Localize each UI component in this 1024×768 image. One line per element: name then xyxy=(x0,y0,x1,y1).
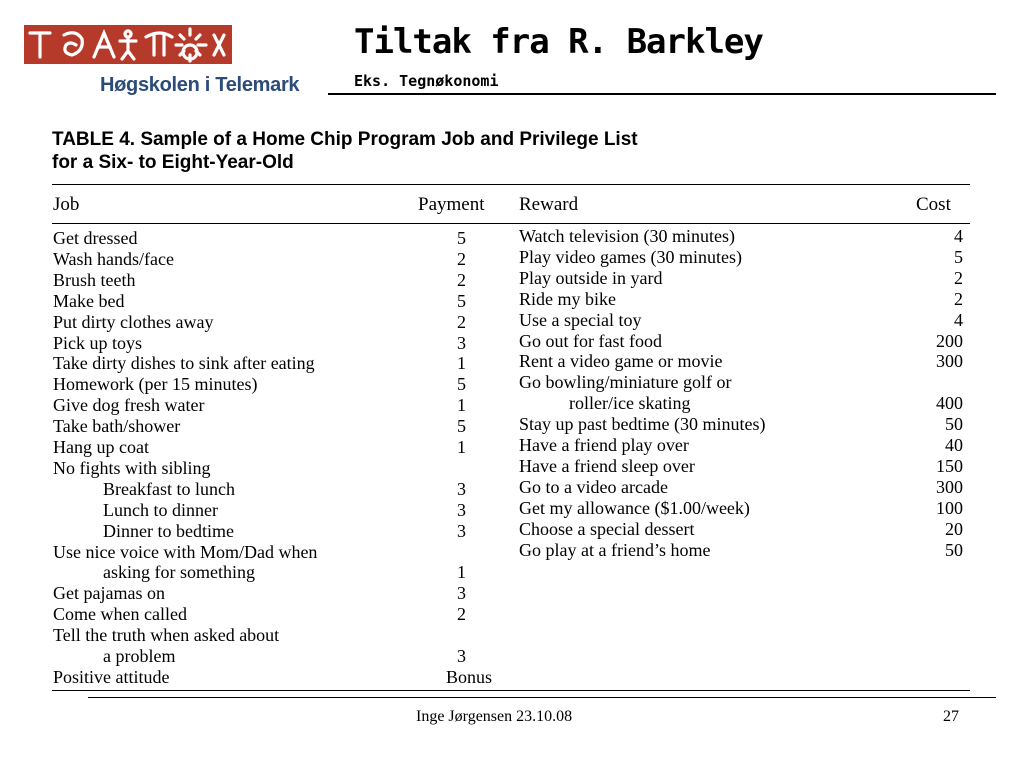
job-payment: Bonus xyxy=(445,666,492,687)
job-label: Brush teeth xyxy=(53,269,136,290)
job-payment: 5 xyxy=(457,228,466,248)
reward-label: Have a friend play over xyxy=(519,435,689,455)
reward-row xyxy=(0,477,1024,498)
job-label: Take dirty dishes to sink after eating xyxy=(53,353,315,374)
job-row xyxy=(0,667,1024,688)
slide-subtitle: Eks. Tegnøkonomi xyxy=(354,72,499,90)
reward-cost: 5 xyxy=(954,246,963,267)
reward-row xyxy=(0,414,1024,435)
job-payment: 3 xyxy=(457,478,466,499)
reward-row xyxy=(0,351,1024,372)
reward-cost: 400 xyxy=(936,393,963,414)
job-payment: 2 xyxy=(457,604,466,625)
job-payment: 1 xyxy=(457,562,466,583)
job-label: Put dirty clothes away xyxy=(53,311,214,332)
job-payment: 2 xyxy=(457,269,466,290)
table-caption xyxy=(52,128,638,174)
reward-cost: 50 xyxy=(945,539,963,560)
column-header-payment: Payment xyxy=(418,194,485,215)
job-payment: 3 xyxy=(457,499,466,520)
table-caption-line-1: TABLE 4. Sample of a Home Chip Program Job and Privilege List xyxy=(52,129,638,150)
reward-label: Go play at a friend’s home xyxy=(519,539,711,560)
job-payment: 5 xyxy=(457,374,466,395)
reward-row xyxy=(0,372,1024,393)
job-label: Hang up coat xyxy=(53,437,149,457)
job-label: Get dressed xyxy=(53,228,138,248)
footer-author-date: Inge Jørgensen 23.10.08 xyxy=(416,708,573,725)
column-header-job: Job xyxy=(53,194,80,215)
job-label: Breakfast to lunch xyxy=(103,478,235,499)
reward-row xyxy=(0,456,1024,477)
reward-label: Stay up past bedtime (30 minutes) xyxy=(519,414,766,435)
reward-row xyxy=(0,393,1024,414)
header-divider xyxy=(328,93,996,95)
job-row xyxy=(0,604,1024,625)
job-label: Give dog fresh water xyxy=(53,395,205,416)
job-label: Dinner to bedtime xyxy=(103,520,234,541)
reward-cost: 100 xyxy=(936,497,963,518)
job-label: asking for something xyxy=(103,562,255,583)
reward-row xyxy=(0,310,1024,331)
reward-label: Use a special toy xyxy=(519,309,642,330)
reward-cost: 4 xyxy=(954,309,963,330)
rock-carving-figures-logo-icon xyxy=(24,25,232,64)
reward-row xyxy=(0,289,1024,310)
job-payment: 1 xyxy=(457,395,466,416)
reward-cost: 150 xyxy=(936,455,963,476)
job-label: Wash hands/face xyxy=(53,248,174,269)
job-payment: 1 xyxy=(457,353,466,374)
reward-cost: 20 xyxy=(945,518,963,539)
job-row xyxy=(0,625,1024,646)
page-number: 27 xyxy=(943,708,959,725)
reward-row xyxy=(0,226,1024,247)
job-label: Take bath/shower xyxy=(53,416,181,437)
reward-cost: 300 xyxy=(936,351,963,372)
job-payment: 3 xyxy=(457,646,466,666)
reward-label: Ride my bike xyxy=(519,288,616,309)
job-row xyxy=(0,583,1024,604)
reward-row xyxy=(0,498,1024,519)
reward-label: Play outside in yard xyxy=(519,267,663,288)
column-header-reward: Reward xyxy=(519,194,579,215)
reward-row xyxy=(0,435,1024,456)
job-label: Get pajamas on xyxy=(53,583,165,604)
reward-label: Go out for fast food xyxy=(519,330,662,351)
table-header-rule xyxy=(52,223,970,224)
reward-label: Get my allowance ($1.00/week) xyxy=(519,497,750,518)
job-label: Tell the truth when asked about xyxy=(53,625,280,646)
job-label: Positive attitude xyxy=(53,666,170,687)
table-bottom-rule xyxy=(52,690,970,691)
job-label: Pick up toys xyxy=(53,332,143,353)
reward-cost: 300 xyxy=(936,476,963,497)
job-payment: 2 xyxy=(457,248,466,269)
job-row xyxy=(0,562,1024,583)
job-payment: 5 xyxy=(457,416,466,437)
job-label: Come when called xyxy=(53,604,187,625)
job-row xyxy=(0,646,1024,667)
job-payment: 3 xyxy=(457,520,466,541)
reward-cost: 2 xyxy=(954,288,963,309)
table-top-rule xyxy=(52,184,970,185)
reward-label: Go to a video arcade xyxy=(519,476,668,497)
reward-row xyxy=(0,268,1024,289)
job-label: Use nice voice with Mom/Dad when xyxy=(53,541,318,562)
reward-cost: 40 xyxy=(945,435,963,455)
reward-row xyxy=(0,247,1024,268)
reward-row xyxy=(0,519,1024,540)
job-label: No fights with sibling xyxy=(53,457,211,478)
job-payment: 2 xyxy=(457,311,466,332)
footer-divider xyxy=(88,697,996,698)
job-label: a problem xyxy=(103,646,176,666)
reward-cost: 2 xyxy=(954,267,963,288)
reward-label: Have a friend sleep over xyxy=(519,455,695,476)
reward-row xyxy=(0,331,1024,352)
job-label: Make bed xyxy=(53,290,125,311)
reward-label: roller/ice skating xyxy=(569,393,691,414)
reward-cost: 50 xyxy=(945,414,963,435)
school-name: Høgskolen i Telemark xyxy=(100,74,300,96)
column-header-cost: Cost xyxy=(916,194,951,215)
job-payment: 1 xyxy=(457,437,466,457)
table-caption-line-2: for a Six- to Eight-Year-Old xyxy=(52,152,294,173)
job-payment: 3 xyxy=(457,583,466,604)
reward-label: Choose a special dessert xyxy=(519,518,695,539)
job-payment: 5 xyxy=(457,290,466,311)
slide-title: Tiltak fra R. Barkley xyxy=(354,22,763,62)
reward-label: Watch television (30 minutes) xyxy=(519,226,735,246)
reward-cost: 4 xyxy=(954,226,963,246)
reward-label: Go bowling/miniature golf or xyxy=(519,372,732,393)
logo xyxy=(24,25,232,64)
reward-cost: 200 xyxy=(936,330,963,351)
reward-label: Rent a video game or movie xyxy=(519,351,723,372)
reward-row xyxy=(0,540,1024,561)
job-label: Homework (per 15 minutes) xyxy=(53,374,258,395)
reward-label: Play video games (30 minutes) xyxy=(519,246,742,267)
job-payment: 3 xyxy=(457,332,466,353)
job-label: Lunch to dinner xyxy=(103,499,218,520)
